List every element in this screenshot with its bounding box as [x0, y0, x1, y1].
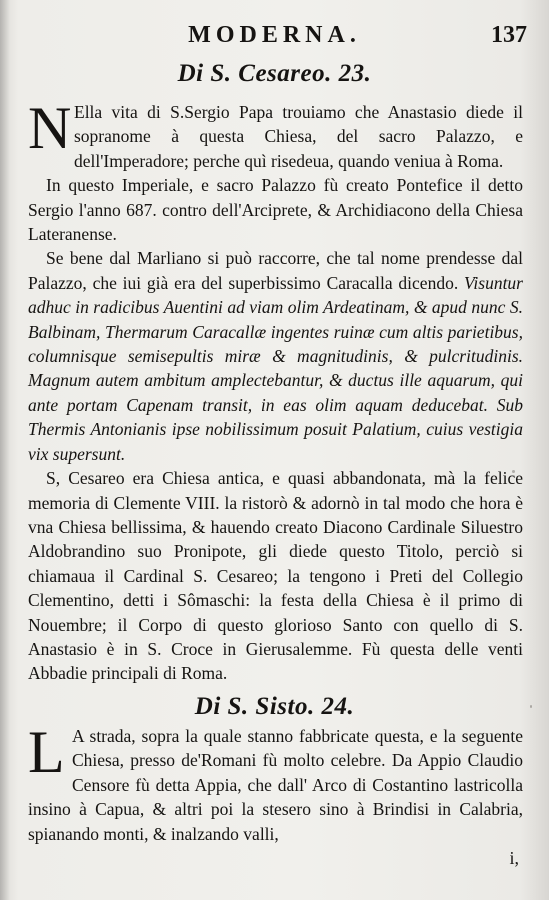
paragraph-3-intro: Se bene dal Marliano si può raccorre, che tal nome prendesse dal Palazzo, che iui già era del superbissimo Caracalla dicendo.: [28, 248, 523, 293]
running-head: MODERNA.: [188, 22, 361, 48]
paragraph-3: [28, 246, 523, 466]
drop-cap: L: [28, 719, 65, 785]
drop-cap: N: [28, 95, 72, 161]
paper-speck: [530, 705, 532, 708]
paragraph-1-text: Ella vita di S.Sergio Papa trouiamo che Anastasio diede il sopranome à questa Chiesa, del sacro Palazzo, e dell'Imperadore; perche quì risedeua, quando veniua à Roma.: [74, 102, 523, 171]
section-heading-cesareo: Di S. Cesareo. 23.: [177, 60, 372, 87]
signature-mark: i,: [509, 848, 519, 868]
paper-speck: [512, 470, 515, 473]
paragraph-2: In questo Imperiale, e sacro Palazzo fù creato Pontefice il detto Sergio l'anno 687. contro dell'Arciprete, & Archidiacono della Chiesa Lateranense.: [28, 175, 523, 245]
paper-speck: [88, 630, 90, 632]
paragraph-1: [28, 95, 523, 173]
latin-quotation: Visuntur adhuc in radicibus Auentini ad viam olim Ardeatinam, & apud nunc S. Balbinam, Thermarum Caracallæ ingentes ruinæ cum altis parietibus, columnisque semisepultis miræ & magnitudinis, & pulcritudinis. Magnum autem ambitum amplectebantur, & ductus ille aquarum, qui ante portam Capenam transit, in eas olim aquam deducebat. Sub Thermis Antonianis ipse nobilissimum posuit Palatium, cuius vestigia vix supersunt.: [28, 272, 523, 464]
gutter-shadow: [0, 0, 10, 900]
paragraph-4: S, Cesareo era Chiesa antica, e quasi abbandonata, mà la felice memoria di Clemente VIII. la ristorò & adornò in tal modo che hora è vna Chiesa bellissima, & hauendo creato Diacono Cardinale Siluestro Aldobrandino suo Pronipote, gli diede questo Titolo, perciò si chiamaua il Cardinal S. Cesareo; la tengono i Preti del Collegio Clementino, detti i Sômaschi: la festa della Chiesa è il primo di Nouembre; il Corpo di questo glorioso Santo con quello di S. Anastasio è in S. Croce in Gierusalemme. Fù questa delle venti Abbadie principali di Roma.: [28, 468, 523, 684]
page-number: 137: [491, 22, 527, 48]
section-sisto: [28, 719, 523, 846]
paragraph-5: [28, 719, 523, 846]
section-heading-sisto: Di S. Sisto. 24.: [194, 693, 355, 720]
page-header: [0, 22, 549, 52]
section-cesareo: [28, 95, 523, 686]
paragraph-5-text: A strada, sopra la quale stanno fabbricate questa, e la seguente Chiesa, presso de'Romani fù molto celebre. Da Appio Claudio Censore fù detta Appia, che dall' Arco di Costantino lastricolla insino à Capua, & altri poi la stesero sino à Brindisi in Calabria, spianando monti, & inalzando valli,: [28, 726, 523, 844]
